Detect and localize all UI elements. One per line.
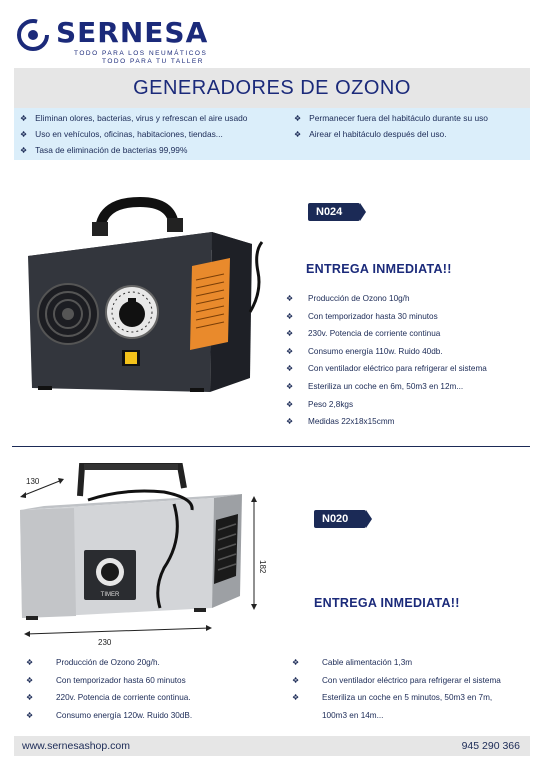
- diamond-bullet-icon: ❖: [294, 130, 302, 139]
- spec-text: Peso 2,8kgs: [308, 399, 354, 409]
- spec-text: Con ventilador eléctrico para refrigerar el sistema: [308, 364, 487, 374]
- spec-text: Producción de Ozono 20g/h.: [56, 658, 160, 667]
- availability-label: ENTREGA INMEDIATA!!: [306, 262, 452, 276]
- spec-item: [26, 693, 192, 702]
- spec-text: 100m3 en 14m...: [322, 710, 384, 720]
- spec-text: Consumo energía 120w. Ruido 30dB.: [56, 710, 193, 720]
- spec-item: [286, 312, 487, 321]
- spec-text: Medidas 22x18x15cmm: [308, 417, 395, 427]
- spec-item: [292, 676, 501, 685]
- spec-text: Esteriliza un coche en 5 minutos, 50m3 en 7m,: [322, 693, 493, 703]
- diamond-bullet-icon: ❖: [286, 381, 294, 391]
- spec-item: [292, 711, 501, 720]
- spec-text: Con temporizador hasta 60 minutos: [56, 675, 186, 685]
- diamond-bullet-icon: ❖: [286, 399, 294, 409]
- depth-label: 130: [26, 477, 40, 486]
- width-label: 230: [98, 638, 112, 647]
- dimension-width: [24, 625, 212, 647]
- diamond-bullet-icon: ❖: [26, 658, 34, 667]
- timer-dial: [106, 286, 158, 338]
- timer-label: TIMER: [100, 592, 120, 598]
- diamond-bullet-icon: ❖: [294, 114, 302, 123]
- spec-item: [286, 329, 487, 338]
- fan-grille: [214, 514, 238, 584]
- spec-text: Cable alimentación 1,3m: [322, 658, 413, 667]
- dimension-depth: [20, 477, 64, 498]
- spec-item: [26, 676, 192, 685]
- spec-text: Con ventilador eléctrico para refrigerar el sistema: [322, 675, 501, 685]
- diamond-bullet-icon: ❖: [20, 114, 28, 123]
- diamond-bullet-icon: ❖: [286, 311, 294, 321]
- spec-item: [286, 347, 487, 356]
- spec-text: Consumo energía 110w. Ruido 40db.: [308, 346, 443, 356]
- warning-label: [190, 258, 230, 350]
- diamond-bullet-icon: ❖: [286, 346, 294, 356]
- spec-text: Con temporizador hasta 30 minutos: [308, 311, 438, 321]
- spec-item: [26, 711, 192, 720]
- spec-item: [292, 693, 501, 702]
- product-code-tag: [308, 203, 360, 221]
- spec-item: [286, 417, 487, 426]
- section-divider: [12, 446, 530, 447]
- page-title: GENERADORES DE OZONO: [133, 76, 411, 99]
- diamond-bullet-icon: ❖: [286, 329, 294, 339]
- timer-panel: [84, 550, 136, 600]
- diamond-bullet-icon: ❖: [292, 675, 300, 685]
- availability-label: ENTREGA INMEDIATA!!: [314, 596, 460, 610]
- diamond-bullet-icon: ❖: [286, 364, 294, 374]
- spec-item: [286, 382, 487, 391]
- spec-item: [292, 658, 501, 667]
- spec-item: [286, 294, 487, 303]
- product-n020-image: [14, 458, 280, 654]
- phone-number[interactable]: 945 290 366: [461, 740, 520, 752]
- diamond-bullet-icon: ❖: [292, 693, 300, 703]
- power-switch: [122, 350, 140, 366]
- feature-text: Airear el habitáculo después del uso.: [309, 129, 447, 139]
- diamond-bullet-icon: ❖: [20, 130, 28, 139]
- diamond-bullet-icon: ❖: [20, 146, 28, 155]
- sernesa-logo-icon: [16, 18, 50, 52]
- feature-item: [294, 113, 488, 123]
- title-band: [14, 68, 530, 108]
- product2-spec-list-right: [292, 658, 501, 728]
- diamond-bullet-icon: ❖: [286, 417, 294, 427]
- diamond-bullet-icon: ❖: [286, 294, 294, 303]
- spec-item: [286, 364, 487, 373]
- spec-text: 230v. Potencia de corriente continua: [308, 329, 441, 339]
- spec-text: 220v. Potencia de corriente continua.: [56, 693, 191, 703]
- footer: [14, 736, 530, 756]
- feature-text: Permanecer fuera del habitáculo durante su uso: [309, 113, 488, 123]
- brand-tagline-1: TODO PARA LOS NEUMÁTICOS: [74, 50, 208, 57]
- diamond-bullet-icon: ❖: [26, 710, 34, 720]
- height-label: 182: [258, 560, 267, 574]
- feature-item: [20, 129, 223, 139]
- diamond-bullet-icon: ❖: [26, 675, 34, 685]
- spec-item: [286, 400, 487, 409]
- website-link[interactable]: www.sernesashop.com: [22, 740, 130, 752]
- spec-text: Esteriliza un coche en 6m, 50m3 en 12m...: [308, 381, 464, 391]
- spec-item: [26, 658, 192, 667]
- feature-item: [20, 145, 187, 155]
- brand-name: SERNESA: [56, 16, 209, 49]
- feature-item: [20, 113, 247, 123]
- product-code: N024: [316, 206, 343, 218]
- diamond-bullet-icon: ❖: [26, 693, 34, 703]
- product1-spec-list: [286, 294, 487, 435]
- feature-text: Uso en vehículos, oficinas, habitaciones, tiendas...: [35, 129, 223, 139]
- feature-text: Tasa de eliminación de bacterias 99,99%: [35, 145, 188, 155]
- feature-item: [294, 129, 447, 139]
- fan-grille: [38, 284, 98, 344]
- spec-text: Producción de Ozono 10g/h: [308, 294, 410, 303]
- features-box: [14, 108, 530, 160]
- product2-spec-list-left: [26, 658, 192, 728]
- brand-logo: [16, 14, 246, 64]
- dimension-height: [251, 496, 267, 610]
- product-n024-image: [22, 192, 266, 412]
- diamond-bullet-icon: ❖: [292, 658, 300, 667]
- brand-tagline-2: TODO PARA TU TALLER: [102, 58, 204, 65]
- product-code-tag: [314, 510, 366, 528]
- product-code: N020: [322, 513, 349, 525]
- feature-text: Eliminan olores, bacterias, virus y refrescan el aire usado: [35, 113, 248, 123]
